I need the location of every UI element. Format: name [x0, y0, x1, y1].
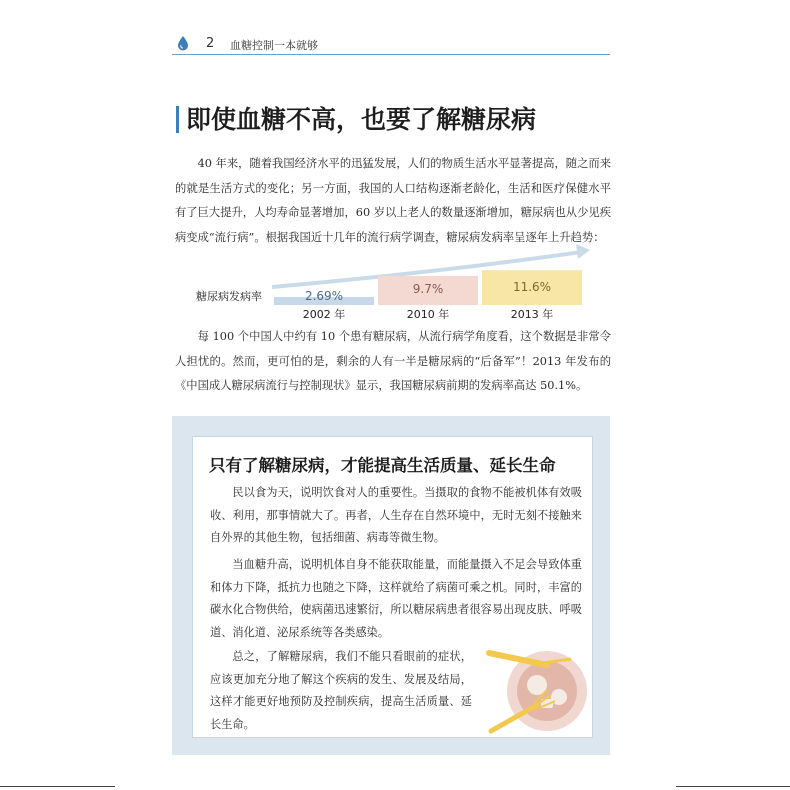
bar-value-2010: 9.7%	[412, 282, 444, 297]
info-paragraph-3: 总之，了解糖尿病，我们不能只看眼前的症状，应该更加充分地了解这个疾病的发生、发展及结局，这样才能更好地预防及控制疾病，提高生活质量、延长生命。	[210, 650, 472, 731]
prevalence-chart	[190, 240, 610, 325]
year-label-2010: 2010 年	[406, 308, 450, 321]
year-label-2013: 2013 年	[510, 308, 554, 321]
year-label-2002: 2002 年	[302, 308, 346, 321]
info-paragraph-1: 民以食为天，说明饮食对人的重要性。当摄取的食物不能被机体有效吸收、利用，那事情就大了。再者，人生存在自然环境中，无时无刻不接触来自外界的其他生物，包括细菌、病毒等微生物。	[210, 486, 582, 544]
info-box-title: 只有了解糖尿病，才能提高生活质量、延长生命	[209, 456, 556, 475]
info-paragraph-2: 当血糖升高，说明机体自身不能获取能量，而能量摄入不足会导致体重和体力下降，抵抗力也随之下降，这样就给了病菌可乘之机。同时，丰富的碳水化合物供给，使病菌迅速繁衍，所以糖尿病患者很容易出现皮肤、呼吸道、消化道、泌尿系统等各类感染。	[210, 558, 582, 639]
bar-value-2013: 11.6%	[512, 279, 552, 294]
statistics-paragraph: 每 100 个中国人中约有 10 个患有糖尿病，从流行病学角度看，这个数据是非常令人担忧的。然而，更可怕的是，剩余的人有一半是糖尿病的“后备军”！2013 年发布的《中国成人糖尿病流行与控制现状》显示，我国糖尿病前期的发病率高达 50.1%。	[175, 330, 611, 392]
book-title: 血糖控制一本就够	[230, 39, 318, 52]
footer-rule-left	[0, 786, 115, 787]
plate-cutlery-icon	[485, 639, 595, 739]
info-box	[172, 416, 610, 755]
page-header	[172, 34, 610, 55]
info-box-content	[192, 436, 593, 738]
heading-accent-bar	[176, 106, 179, 133]
page-number: 2	[206, 36, 215, 51]
section-title: 即使血糖不高，也要了解糖尿病	[186, 105, 537, 134]
footer-rule-right	[676, 786, 790, 787]
intro-paragraph: 40 年来，随着我国经济水平的迅猛发展，人们的物质生活水平显著提高，随之而来的就是生活方式的变化；另一方面，我国的人口结构逐渐老龄化，生活和医疗保健水平有了巨大提升，人均寿命显著增加，60 岁以上老人的数量逐渐增加，糖尿病也从少见疾病变成“流行病”。根据我国近十几年的流行病学调查，糖尿病发病率呈逐年上升趋势：	[175, 157, 611, 244]
trend-arrow-head	[576, 244, 590, 259]
water-drop-icon	[176, 35, 190, 51]
chart-y-label: 糖尿病发病率	[196, 290, 262, 303]
bar-value-2002: 2.69%	[304, 289, 344, 303]
